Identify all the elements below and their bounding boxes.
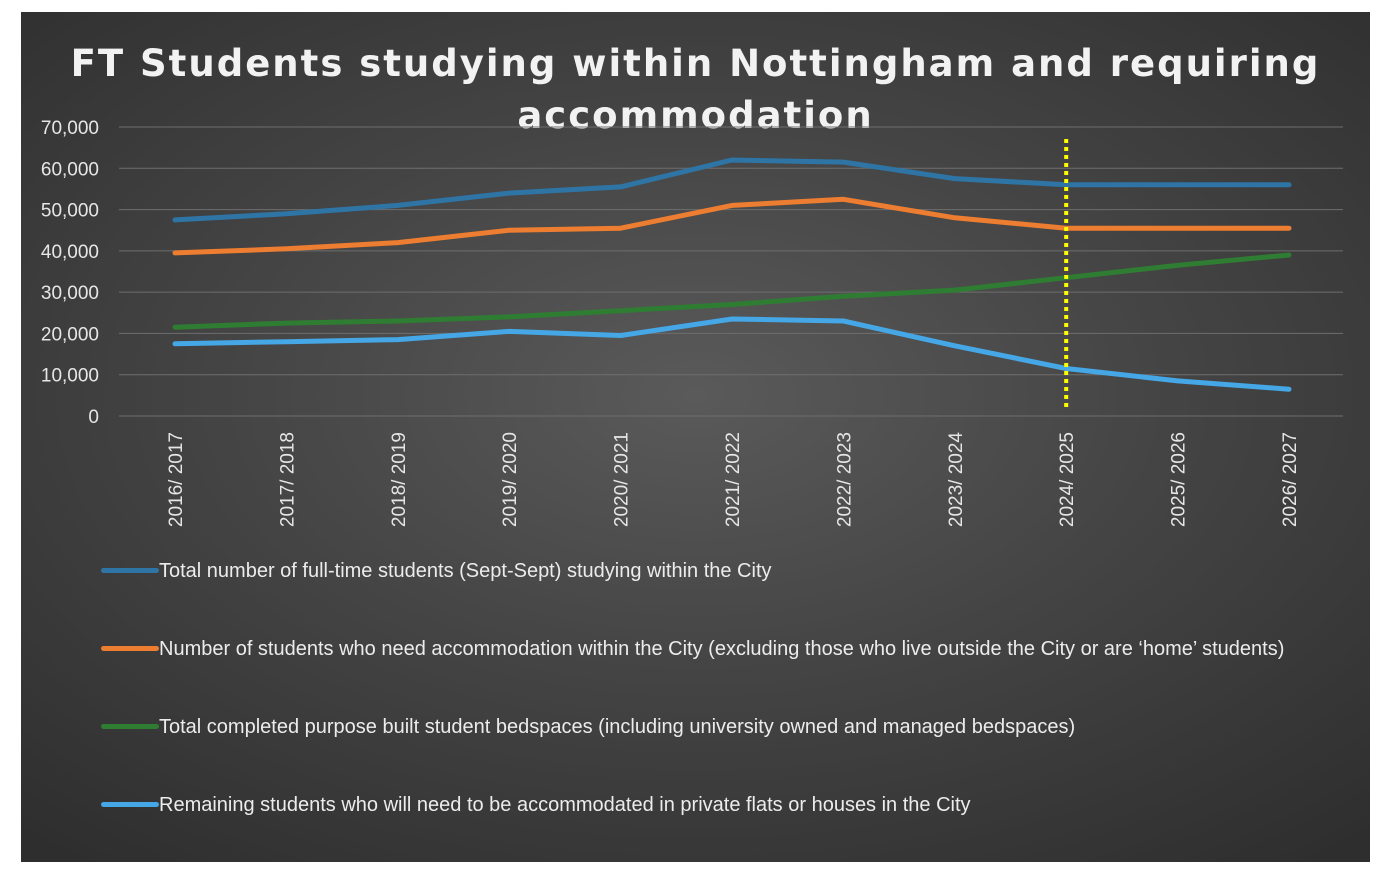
x-tick-label: 2018/ 2019 (388, 432, 410, 528)
x-tick-label: 2016/ 2017 (166, 432, 187, 528)
x-tick-label: 2019/ 2020 (500, 432, 522, 528)
x-tick-label: 2023/ 2024 (945, 432, 967, 528)
series-line (175, 160, 1289, 220)
legend-label: Total completed purpose built student bedspaces (including university owned and managed bedspaces) (159, 716, 1076, 738)
chart-title: FT Students studying within Nottingham and requiring accommodation (70, 42, 1321, 137)
y-tick-label: 70,000 (40, 118, 99, 139)
y-tick-label: 0 (88, 407, 99, 428)
legend-label: Number of students who need accommodation within the City (excluding those who live outside the City or are ‘home’ students) (159, 638, 1285, 660)
x-tick-label: 2017/ 2018 (277, 432, 299, 528)
line-chart (21, 12, 1370, 862)
y-tick-label: 50,000 (40, 200, 99, 222)
x-tick-label: 2022/ 2023 (834, 432, 856, 528)
x-tick-label: 2024/ 2025 (1057, 432, 1079, 528)
x-tick-label: 2020/ 2021 (611, 432, 633, 528)
x-tick-label: 2025/ 2026 (1168, 432, 1190, 528)
legend-label: Remaining students who will need to be accommodated in private flats or houses in the City (159, 794, 971, 816)
series-line (175, 319, 1289, 389)
legend-label: Total number of full-time students (Sept-Sept) studying within the City (159, 560, 772, 582)
series-line (175, 255, 1289, 327)
y-tick-label: 20,000 (40, 324, 99, 346)
y-tick-label: 10,000 (40, 365, 99, 387)
x-tick-label: 2026/ 2027 (1280, 432, 1301, 528)
y-tick-label: 30,000 (40, 283, 99, 305)
x-tick-label: 2021/ 2022 (723, 432, 744, 528)
y-tick-label: 60,000 (40, 159, 99, 181)
chart-panel (21, 12, 1370, 862)
y-tick-label: 40,000 (40, 241, 99, 263)
